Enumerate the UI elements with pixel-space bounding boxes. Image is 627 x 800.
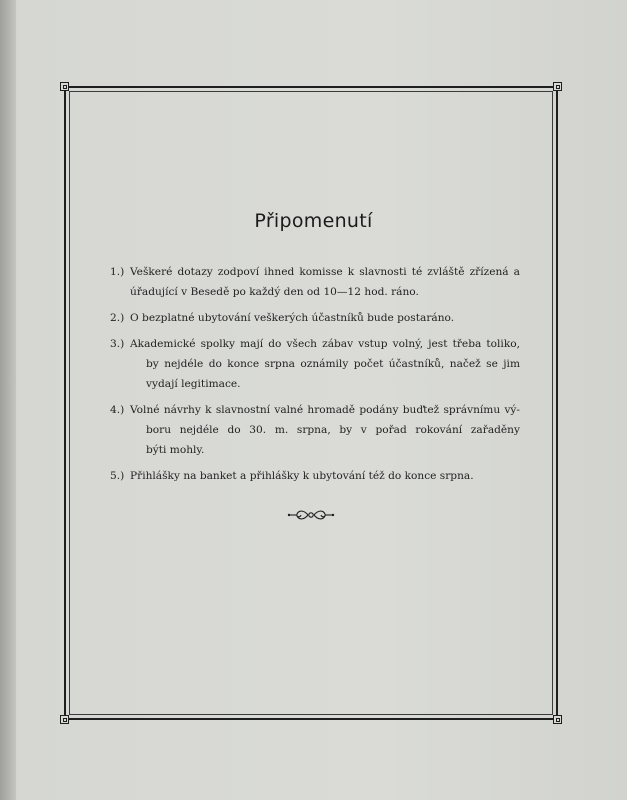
item-number: 1.) [110,266,125,278]
page-binding-edge [0,0,16,800]
item-number: 3.) [110,338,125,350]
item-line: vydají legitimace. [146,378,241,390]
item-line: boru nejdéle do 30. m. srpna, by v pořad rokování zařaděny [146,424,520,436]
item-line: Přihlášky na banket a přihlášky k ubytování též do konce srpna. [130,470,474,482]
item-text [130,262,520,302]
list-item [110,466,520,486]
corner-ornament-icon [60,82,69,91]
item-number: 5.) [110,470,125,482]
item-line: O bezplatné ubytování veškerých účastníků bude postaráno. [130,312,455,324]
item-text [130,334,520,394]
corner-ornament-icon [553,82,562,91]
list-item [110,334,520,394]
floral-ornament-icon [287,508,335,522]
corner-ornament-icon [60,715,69,724]
item-line: úřadující v Besedě po každý den od 10—12 hod. ráno. [130,286,419,298]
list-item [110,262,520,302]
item-line: by nejdéle do konce srpna oznámily počet účastníků, načež se jim [146,358,520,370]
item-line: Volné návrhy k slavnostní valné hromadě podány buďtež správnímu vý- [130,404,520,416]
item-text [130,466,520,486]
list-item [110,308,520,328]
corner-ornament-icon [553,715,562,724]
item-number: 4.) [110,404,125,416]
item-text [130,400,520,460]
item-line: Veškeré dotazy zodpoví ihned komisse k slavnosti té zvláště zřízená a [130,266,520,278]
item-line: býti mohly. [146,444,205,456]
page-title: Připomenutí [254,210,373,232]
list-item [110,400,520,460]
notice-list [110,262,520,492]
item-text [130,308,520,328]
item-line: Akademické spolky mají do všech zábav vstup volný, jest třeba toliko, [130,338,520,350]
item-number: 2.) [110,312,125,324]
